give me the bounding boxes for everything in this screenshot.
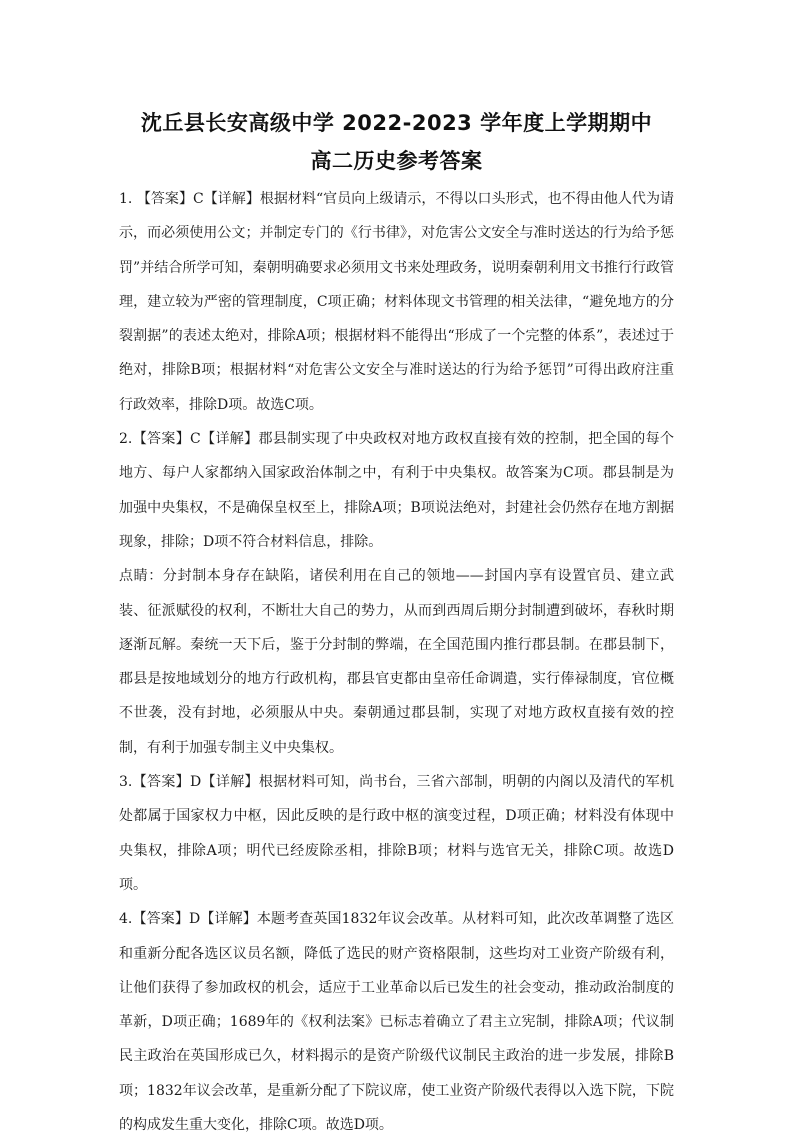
answer-1: 1. 【答案】C【详解】根据材料“官员向上级请示，不得以口头形式，也不得由他人代为请示，而必须使用公文；并制定专门的《行书律》，对危害公文安全与准时送达的行为给予惩罚”并结合所学可知，秦朝明确要求必须用文书来处理政务，说明秦朝利用文书推行行政管理，建立较为严密的管理制度，C项正确；材料体现文书管理的相关法律，“避免地方的分裂割据”的表述太绝对，排除A项；根据材料不能得出“形成了一个完整的体系”，表述过于绝对，排除B项；根据材料“对危害公文安全与准时送达的行为给予惩罚”可得出政府注重行政效率，排除D项。故选C项。: [119, 191, 674, 413]
document-subtitle: 高二历史参考答案: [310, 149, 483, 173]
document-title: 沈丘县长安高级中学 2022-2023 学年度上学期期中: [140, 111, 653, 135]
answer-2: 2.【答案】C【详解】郡县制实现了中央政权对地方政权直接有效的控制，把全国的每个地方、每户人家都纳入国家政治体制之中，有利于中央集权。故答案为C项。郡县制是为加强中央集权，不是确保皇权至上，排除A项；B项说法绝对，封建社会仍然存在地方割据现象，排除；D项不符合材料信息，排除。: [119, 431, 674, 550]
answer-2-note: 点睛：分封制本身存在缺陷，诸侯利用在自己的领地——封国内享有设置官员、建立武装、征派赋役的权利，不断壮大自己的势力，从而到西周后期分封制遭到破坏，春秋时期逐渐瓦解。秦统一天下后，鉴于分封制的弊端，在全国范围内推行郡县制。在郡县制下，郡县是按地域划分的地方行政机构，郡县官吏都由皇帝任命调遣，实行俸禄制度，官位概不世袭，没有封地，必须服从中央。秦朝通过郡县制，实现了对地方政权直接有效的控制，有利于加强专制主义中央集权。: [119, 568, 674, 756]
answer-3: 3.【答案】D【详解】根据材料可知，尚书台，三省六部制，明朝的内阁以及清代的军机处都属于国家权力中枢，因此反映的是行政中枢的演变过程，D项正确；材料没有体现中央集权，排除A项；明代已经废除丞相，排除B项；材料与选官无关，排除C项。故选D项。: [119, 774, 674, 893]
answer-list: [119, 182, 674, 1142]
answer-4: 4.【答案】D【详解】本题考查英国1832年议会改革。从材料可知，此次改革调整了选区和重新分配各选区议员名额，降低了选民的财产资格限制，这些均对工业资产阶级有利，让他们获得了参加政权的机会，适应于工业革命以后已发生的社会变动，推动政治制度的革新，D项正确；1689年的《权利法案》已标志着确立了君主立宪制，排除A项；代议制民主政治在英国形成已久，材料揭示的是资产阶级代议制民主政治的进一步发展，排除B项；1832年议会改革，是重新分配了下院议席，使工业资产阶级代表得以入选下院，下院的构成发生重大变化，排除C项。故选D项。: [119, 911, 674, 1134]
